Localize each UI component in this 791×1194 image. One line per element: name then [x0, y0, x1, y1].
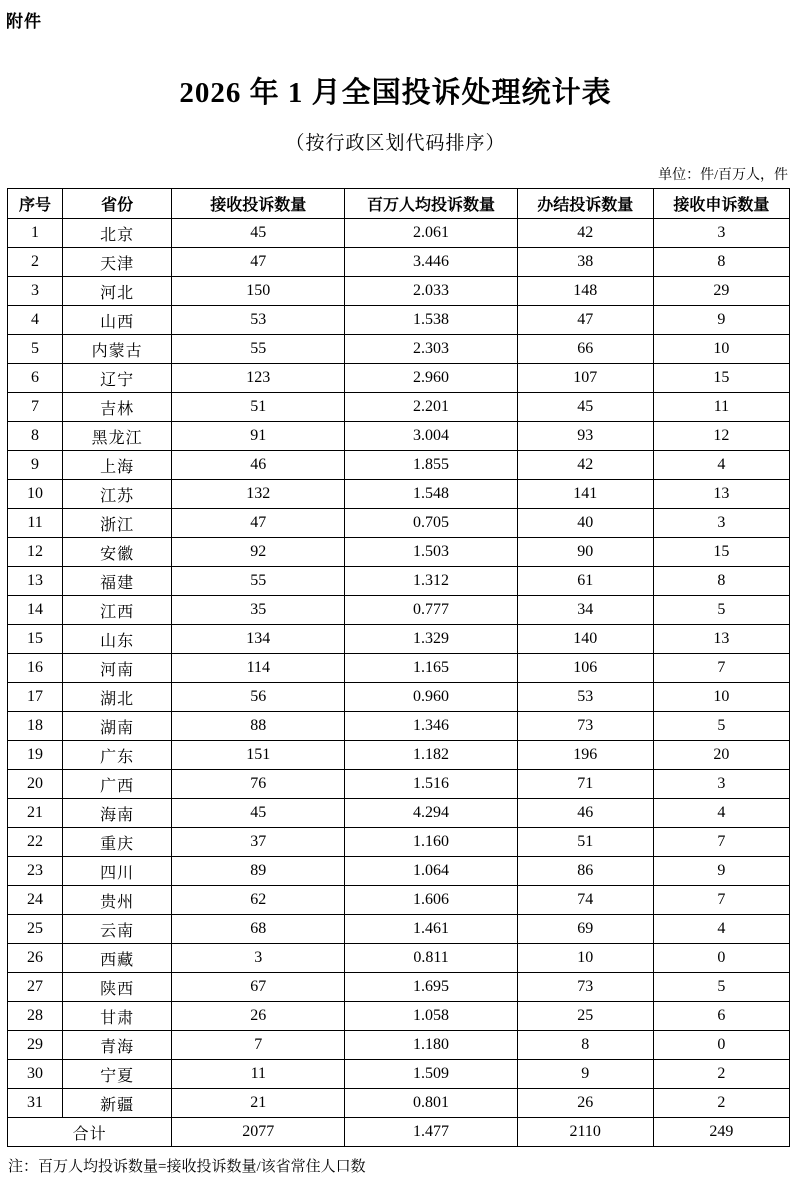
- table-row: [8, 828, 790, 857]
- cell-completed: 86: [517, 857, 653, 886]
- cell-appeals: 2: [653, 1089, 789, 1118]
- cell-received: 35: [172, 596, 345, 625]
- cell-completed: 38: [517, 248, 653, 277]
- table-row: [8, 335, 790, 364]
- cell-province: 贵州: [63, 886, 172, 915]
- cell-received: 11: [172, 1060, 345, 1089]
- cell-index: 23: [8, 857, 63, 886]
- cell-index: 1: [8, 219, 63, 248]
- cell-received: 26: [172, 1002, 345, 1031]
- cell-received: 51: [172, 393, 345, 422]
- cell-completed: 26: [517, 1089, 653, 1118]
- cell-appeals: 15: [653, 538, 789, 567]
- cell-received: 150: [172, 277, 345, 306]
- cell-appeals: 4: [653, 451, 789, 480]
- column-header-per-million: 百万人均投诉数量: [345, 189, 517, 219]
- cell-per-million: 2.033: [345, 277, 517, 306]
- cell-received: 132: [172, 480, 345, 509]
- cell-per-million: 2.201: [345, 393, 517, 422]
- cell-completed: 51: [517, 828, 653, 857]
- cell-index: 15: [8, 625, 63, 654]
- table-row: [8, 538, 790, 567]
- cell-province: 陕西: [63, 973, 172, 1002]
- cell-received: 151: [172, 741, 345, 770]
- cell-appeals: 12: [653, 422, 789, 451]
- cell-completed: 47: [517, 306, 653, 335]
- table-row: [8, 509, 790, 538]
- cell-index: 7: [8, 393, 63, 422]
- cell-index: 24: [8, 886, 63, 915]
- table-row: [8, 683, 790, 712]
- cell-index: 14: [8, 596, 63, 625]
- cell-appeals: 3: [653, 219, 789, 248]
- cell-appeals: 7: [653, 654, 789, 683]
- cell-received: 123: [172, 364, 345, 393]
- table-row: [8, 944, 790, 973]
- table-row: [8, 248, 790, 277]
- cell-appeals: 0: [653, 1031, 789, 1060]
- cell-completed: 140: [517, 625, 653, 654]
- cell-per-million: 1.329: [345, 625, 517, 654]
- cell-received: 56: [172, 683, 345, 712]
- column-header-received: 接收投诉数量: [172, 189, 345, 219]
- cell-per-million: 1.182: [345, 741, 517, 770]
- cell-completed: 10: [517, 944, 653, 973]
- column-header-completed: 办结投诉数量: [517, 189, 653, 219]
- cell-province: 山西: [63, 306, 172, 335]
- cell-received: 47: [172, 248, 345, 277]
- table-row: [8, 422, 790, 451]
- cell-appeals: 10: [653, 335, 789, 364]
- cell-province: 湖南: [63, 712, 172, 741]
- table-row: [8, 770, 790, 799]
- column-header-appeals: 接收申诉数量: [653, 189, 789, 219]
- cell-completed: 42: [517, 219, 653, 248]
- table-row: [8, 1060, 790, 1089]
- cell-province: 海南: [63, 799, 172, 828]
- cell-per-million: 0.777: [345, 596, 517, 625]
- cell-appeals: 8: [653, 248, 789, 277]
- cell-per-million: 0.705: [345, 509, 517, 538]
- cell-per-million: 1.165: [345, 654, 517, 683]
- table-row: [8, 393, 790, 422]
- cell-appeals: 4: [653, 799, 789, 828]
- cell-province: 上海: [63, 451, 172, 480]
- cell-received: 47: [172, 509, 345, 538]
- cell-index: 29: [8, 1031, 63, 1060]
- cell-province: 广西: [63, 770, 172, 799]
- cell-per-million: 0.811: [345, 944, 517, 973]
- cell-province: 青海: [63, 1031, 172, 1060]
- cell-completed: 45: [517, 393, 653, 422]
- cell-province: 天津: [63, 248, 172, 277]
- cell-province: 山东: [63, 625, 172, 654]
- cell-appeals: 5: [653, 973, 789, 1002]
- cell-index: 28: [8, 1002, 63, 1031]
- cell-appeals: 3: [653, 509, 789, 538]
- cell-received: 91: [172, 422, 345, 451]
- cell-completed: 46: [517, 799, 653, 828]
- table-row: [8, 596, 790, 625]
- cell-per-million: 1.180: [345, 1031, 517, 1060]
- table-row: [8, 306, 790, 335]
- cell-per-million: 2.303: [345, 335, 517, 364]
- cell-completed: 40: [517, 509, 653, 538]
- table-row: [8, 1031, 790, 1060]
- cell-received: 134: [172, 625, 345, 654]
- cell-appeals: 20: [653, 741, 789, 770]
- cell-per-million: 1.509: [345, 1060, 517, 1089]
- cell-appeals: 9: [653, 857, 789, 886]
- table-row: [8, 1002, 790, 1031]
- cell-province: 湖北: [63, 683, 172, 712]
- cell-appeals: 7: [653, 886, 789, 915]
- cell-province: 北京: [63, 219, 172, 248]
- cell-index: 31: [8, 1089, 63, 1118]
- cell-index: 26: [8, 944, 63, 973]
- cell-index: 10: [8, 480, 63, 509]
- cell-completed: 141: [517, 480, 653, 509]
- cell-received: 114: [172, 654, 345, 683]
- table-row: [8, 886, 790, 915]
- cell-per-million: 1.346: [345, 712, 517, 741]
- cell-index: 19: [8, 741, 63, 770]
- cell-received: 45: [172, 799, 345, 828]
- cell-province: 江西: [63, 596, 172, 625]
- cell-index: 2: [8, 248, 63, 277]
- cell-index: 22: [8, 828, 63, 857]
- cell-index: 8: [8, 422, 63, 451]
- cell-completed: 93: [517, 422, 653, 451]
- total-label: 合计: [8, 1118, 172, 1147]
- cell-per-million: 4.294: [345, 799, 517, 828]
- cell-province: 黑龙江: [63, 422, 172, 451]
- table-footer: [8, 1118, 790, 1147]
- cell-completed: 73: [517, 712, 653, 741]
- cell-completed: 74: [517, 886, 653, 915]
- cell-appeals: 29: [653, 277, 789, 306]
- cell-index: 27: [8, 973, 63, 1002]
- cell-province: 四川: [63, 857, 172, 886]
- cell-province: 浙江: [63, 509, 172, 538]
- cell-per-million: 1.058: [345, 1002, 517, 1031]
- attachment-label: 附件: [6, 12, 42, 31]
- header-row: [8, 189, 790, 219]
- cell-completed: 25: [517, 1002, 653, 1031]
- cell-received: 21: [172, 1089, 345, 1118]
- table-row: [8, 741, 790, 770]
- cell-completed: 8: [517, 1031, 653, 1060]
- cell-received: 68: [172, 915, 345, 944]
- cell-received: 62: [172, 886, 345, 915]
- page-title: 2026 年 1 月全国投诉处理统计表: [179, 77, 612, 109]
- table-row: [8, 219, 790, 248]
- cell-per-million: 2.061: [345, 219, 517, 248]
- cell-index: 16: [8, 654, 63, 683]
- cell-index: 20: [8, 770, 63, 799]
- cell-per-million: 1.855: [345, 451, 517, 480]
- cell-province: 广东: [63, 741, 172, 770]
- cell-per-million: 1.548: [345, 480, 517, 509]
- cell-received: 88: [172, 712, 345, 741]
- page-subtitle: （按行政区划代码排序）: [285, 133, 506, 154]
- cell-per-million: 1.461: [345, 915, 517, 944]
- cell-per-million: 1.503: [345, 538, 517, 567]
- total-cell-completed: 2110: [517, 1118, 653, 1147]
- cell-province: 宁夏: [63, 1060, 172, 1089]
- cell-received: 67: [172, 973, 345, 1002]
- cell-completed: 90: [517, 538, 653, 567]
- cell-province: 云南: [63, 915, 172, 944]
- cell-received: 89: [172, 857, 345, 886]
- cell-per-million: 0.960: [345, 683, 517, 712]
- cell-index: 3: [8, 277, 63, 306]
- footnote: 注：百万人均投诉数量=接收投诉数量/该省常住人口数: [8, 1159, 366, 1175]
- cell-per-million: 3.004: [345, 422, 517, 451]
- cell-completed: 148: [517, 277, 653, 306]
- cell-index: 9: [8, 451, 63, 480]
- cell-index: 21: [8, 799, 63, 828]
- cell-per-million: 1.606: [345, 886, 517, 915]
- cell-appeals: 15: [653, 364, 789, 393]
- cell-appeals: 9: [653, 306, 789, 335]
- cell-appeals: 7: [653, 828, 789, 857]
- cell-province: 河北: [63, 277, 172, 306]
- cell-province: 吉林: [63, 393, 172, 422]
- table-row: [8, 973, 790, 1002]
- table-header: [8, 189, 790, 219]
- cell-completed: 196: [517, 741, 653, 770]
- total-cell-per-million: 1.477: [345, 1118, 517, 1147]
- cell-appeals: 13: [653, 480, 789, 509]
- cell-index: 5: [8, 335, 63, 364]
- cell-received: 92: [172, 538, 345, 567]
- cell-index: 4: [8, 306, 63, 335]
- cell-appeals: 8: [653, 567, 789, 596]
- cell-appeals: 5: [653, 596, 789, 625]
- cell-province: 河南: [63, 654, 172, 683]
- table-row: [8, 364, 790, 393]
- table-row: [8, 915, 790, 944]
- cell-province: 福建: [63, 567, 172, 596]
- table-body: [8, 219, 790, 1118]
- total-row: [8, 1118, 790, 1147]
- table-row: [8, 654, 790, 683]
- cell-appeals: 3: [653, 770, 789, 799]
- table-row: [8, 625, 790, 654]
- cell-received: 45: [172, 219, 345, 248]
- cell-index: 18: [8, 712, 63, 741]
- cell-province: 江苏: [63, 480, 172, 509]
- column-header-index: 序号: [8, 189, 63, 219]
- cell-per-million: 3.446: [345, 248, 517, 277]
- cell-completed: 34: [517, 596, 653, 625]
- cell-completed: 71: [517, 770, 653, 799]
- cell-per-million: 1.516: [345, 770, 517, 799]
- cell-index: 13: [8, 567, 63, 596]
- cell-received: 3: [172, 944, 345, 973]
- cell-province: 辽宁: [63, 364, 172, 393]
- table-row: [8, 480, 790, 509]
- cell-completed: 73: [517, 973, 653, 1002]
- cell-per-million: 0.801: [345, 1089, 517, 1118]
- cell-completed: 42: [517, 451, 653, 480]
- cell-received: 46: [172, 451, 345, 480]
- cell-per-million: 2.960: [345, 364, 517, 393]
- cell-received: 37: [172, 828, 345, 857]
- cell-appeals: 6: [653, 1002, 789, 1031]
- cell-completed: 69: [517, 915, 653, 944]
- total-cell-received: 2077: [172, 1118, 345, 1147]
- cell-completed: 61: [517, 567, 653, 596]
- cell-received: 53: [172, 306, 345, 335]
- cell-completed: 9: [517, 1060, 653, 1089]
- cell-province: 内蒙古: [63, 335, 172, 364]
- cell-appeals: 4: [653, 915, 789, 944]
- cell-completed: 53: [517, 683, 653, 712]
- cell-province: 甘肃: [63, 1002, 172, 1031]
- table-row: [8, 799, 790, 828]
- column-header-province: 省份: [63, 189, 172, 219]
- cell-appeals: 10: [653, 683, 789, 712]
- cell-appeals: 0: [653, 944, 789, 973]
- cell-per-million: 1.695: [345, 973, 517, 1002]
- cell-appeals: 13: [653, 625, 789, 654]
- table-row: [8, 277, 790, 306]
- cell-province: 安徽: [63, 538, 172, 567]
- cell-appeals: 11: [653, 393, 789, 422]
- cell-index: 30: [8, 1060, 63, 1089]
- cell-received: 7: [172, 1031, 345, 1060]
- unit-note: 单位：件/百万人，件: [658, 168, 788, 183]
- cell-index: 25: [8, 915, 63, 944]
- cell-received: 55: [172, 567, 345, 596]
- cell-per-million: 1.312: [345, 567, 517, 596]
- table-row: [8, 857, 790, 886]
- cell-appeals: 5: [653, 712, 789, 741]
- cell-completed: 107: [517, 364, 653, 393]
- cell-index: 12: [8, 538, 63, 567]
- table-row: [8, 712, 790, 741]
- cell-province: 西藏: [63, 944, 172, 973]
- cell-index: 6: [8, 364, 63, 393]
- cell-received: 76: [172, 770, 345, 799]
- cell-per-million: 1.160: [345, 828, 517, 857]
- cell-province: 重庆: [63, 828, 172, 857]
- cell-completed: 66: [517, 335, 653, 364]
- cell-index: 11: [8, 509, 63, 538]
- stats-table: [7, 188, 790, 1147]
- table-row: [8, 451, 790, 480]
- table-row: [8, 567, 790, 596]
- cell-appeals: 2: [653, 1060, 789, 1089]
- cell-completed: 106: [517, 654, 653, 683]
- cell-per-million: 1.064: [345, 857, 517, 886]
- table-row: [8, 1089, 790, 1118]
- total-cell-appeals: 249: [653, 1118, 789, 1147]
- cell-received: 55: [172, 335, 345, 364]
- cell-index: 17: [8, 683, 63, 712]
- cell-province: 新疆: [63, 1089, 172, 1118]
- cell-per-million: 1.538: [345, 306, 517, 335]
